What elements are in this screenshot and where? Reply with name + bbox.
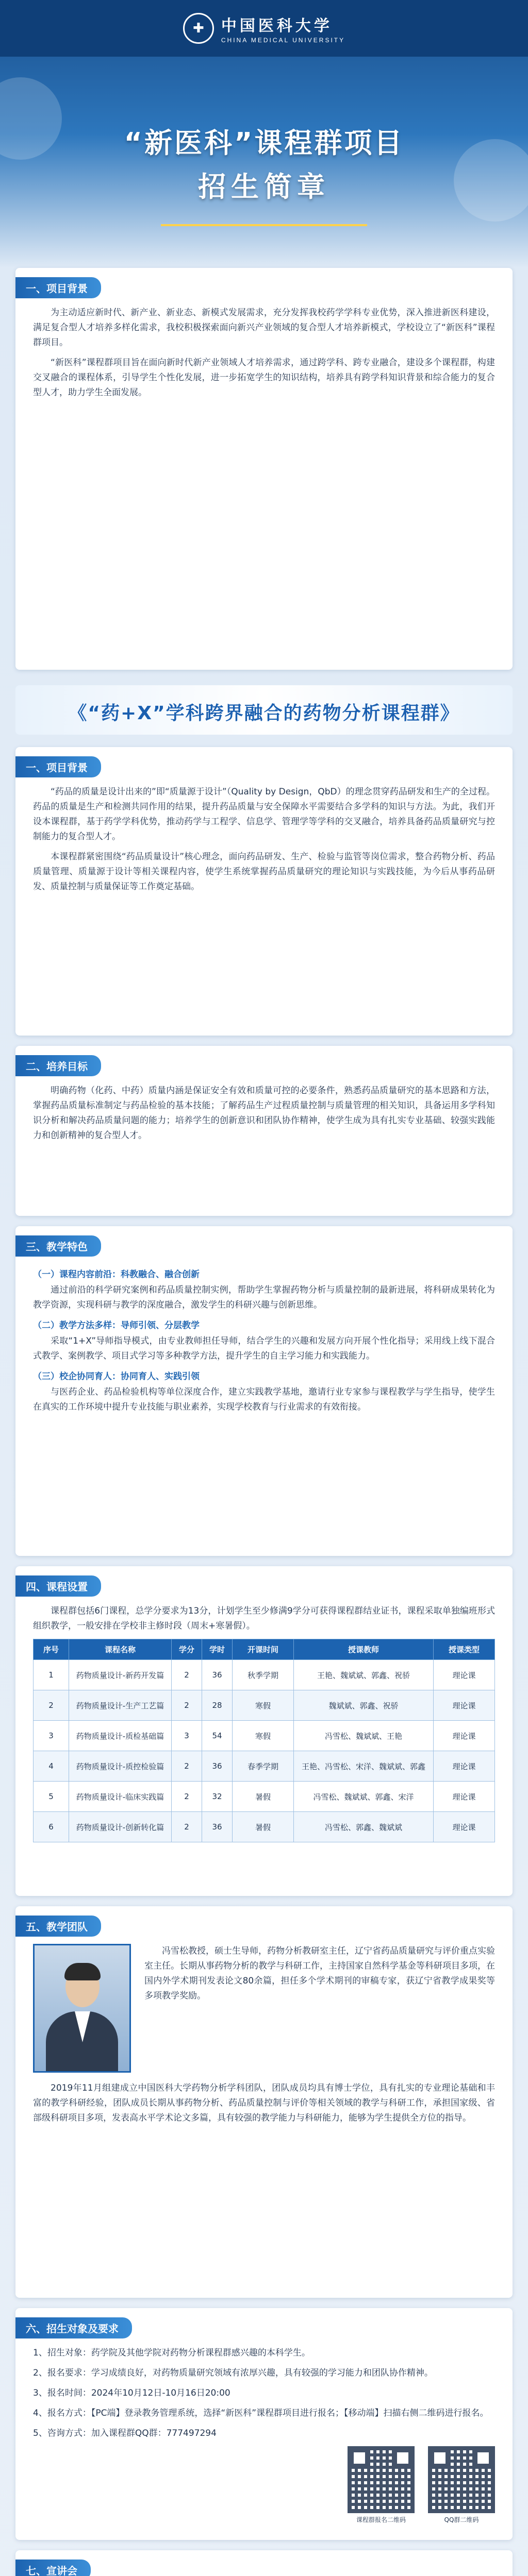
hero-banner [0, 57, 528, 252]
column-header: 授课教师 [294, 1639, 434, 1660]
course-type: 理论课 [434, 1751, 495, 1782]
course-name: 药物质量设计-创新转化篇 [69, 1812, 172, 1842]
paragraph: 明确药物（化药、中药）质量内涵是保证安全有效和质量可控的必要条件，熟悉药品质量研究的基本思路和方法，掌握药品质量标准制定与药品检验的基本技能；了解药品生产过程质量控制与质量管理的相关知识，具备运用多学科知识分析和解决药品质量问题的能力；培养学生的创新意识和团队协作精神，使学生成为具有扎实专业基础、较强实践能力和创新精神的复合型人才。 [33, 1086, 495, 1141]
feature-title: （二）教学方法多样：导师引领、分层教学 [33, 1320, 200, 1331]
course-table [33, 1639, 495, 1842]
row-index: 2 [34, 1690, 69, 1721]
section-course-background [15, 747, 513, 1036]
section-enrollment [15, 2308, 513, 2540]
course-type: 理论课 [434, 1721, 495, 1751]
credits: 2 [172, 1751, 202, 1782]
hours: 36 [202, 1751, 233, 1782]
section-heading: 四、课程设置 [15, 1575, 101, 1597]
paragraph: “新医科”课程群项目旨在面向新时代新产业领域人才培养需求，通过跨学科、跨专业融合，建设多个课程群，构建交叉融合的课程体系，引导学生个性化发展，进一步拓宽学生的知识结构，培养具有跨学科知识背景和综合能力的复合型人才，助力学生全面发展。 [33, 358, 495, 398]
instructors: 魏斌斌、郭鑫、祝骄 [294, 1690, 434, 1721]
team-description: 2019年11月组建成立中国医科大学药物分析学科团队，团队成员均具有博士学位，具有扎实的专业理论基础和丰富的教学科研经验，团队成员长期从事药物分析、药品质量控制与评价等相关领域的教学与科研工作，承担国家级、省部级科研项目多项，发表高水平学术论文多篇，具有较强的教学能力与科研能力，能够为学生提供全方位的指导。 [33, 2083, 495, 2123]
column-header: 学时 [202, 1639, 233, 1660]
feature-text: 与医药企业、药品检验机构等单位深度合作，建立实践教学基地，邀请行业专家参与课程教学与学生指导，使学生在真实的工作环境中提升专业技能与职业素养，实现学校教育与行业需求的有效衔接。 [33, 1387, 495, 1412]
qq-group-qr-code[interactable] [428, 2446, 495, 2513]
column-header: 序号 [34, 1639, 69, 1660]
table-body [34, 1660, 495, 1842]
section-heading: 二、培养目标 [15, 1055, 101, 1076]
enroll-item: 5、咨询方式：加入课程群QQ群：777497294 [33, 2428, 217, 2438]
hours: 54 [202, 1721, 233, 1751]
section-project-background [15, 268, 513, 670]
decor-circle [454, 139, 528, 222]
table-row [34, 1751, 495, 1782]
enroll-item: 3、报名时间：2024年10月12日-10月16日20:00 [33, 2388, 230, 2398]
section-teaching-team [15, 1906, 513, 2298]
table-header-row [34, 1639, 495, 1660]
term: 春季学期 [233, 1751, 294, 1782]
credits: 3 [172, 1721, 202, 1751]
credits: 2 [172, 1690, 202, 1721]
section-heading: 一、项目背景 [15, 277, 101, 298]
course-type: 理论课 [434, 1660, 495, 1690]
section-briefing [15, 2550, 513, 2576]
hours: 36 [202, 1660, 233, 1690]
hours: 32 [202, 1782, 233, 1812]
course-type: 理论课 [434, 1812, 495, 1842]
column-header: 课程名称 [69, 1639, 172, 1660]
row-index: 3 [34, 1721, 69, 1751]
feature-text: 通过前沿的科学研究案例和药品质量控制实例，帮助学生掌握药物分析与质量控制的最新进展，将科研成果转化为教学资源，实现科研与教学的深度融合，激发学生的科研兴趣与创新思维。 [33, 1285, 495, 1310]
term: 寒假 [233, 1690, 294, 1721]
university-name-cn: 中国医科大学 [221, 17, 333, 35]
section-heading: 六、招生对象及要求 [15, 2317, 132, 2338]
feature-title: （一）课程内容前沿：科教融合、融合创新 [33, 1269, 200, 1280]
credits: 2 [172, 1782, 202, 1812]
term: 秋季学期 [233, 1660, 294, 1690]
feature-text: 采取“1+X”导师指导模式，由专业教师担任导师，结合学生的兴趣和发展方向开展个性化指导；采用线上线下混合式教学、案例教学、项目式学习等多种教学方法，提升学生的自主学习能力和实践能力。 [33, 1336, 495, 1361]
section-heading: 七、宣讲会 [15, 2560, 91, 2576]
university-name-en: CHINA MEDICAL UNIVERSITY [221, 37, 345, 44]
course-type: 理论课 [434, 1782, 495, 1812]
row-index: 4 [34, 1751, 69, 1782]
course-name: 药物质量设计-质检基础篇 [69, 1721, 172, 1751]
column-header: 开课时间 [233, 1639, 294, 1660]
instructors: 王艳、魏斌斌、郭鑫、祝骄 [294, 1660, 434, 1690]
qr-caption: 课程群报名二维码 [356, 2516, 406, 2523]
qr-caption: QQ群二维码 [444, 2516, 479, 2523]
credits: 2 [172, 1660, 202, 1690]
instructors: 冯雪松、郭鑫、魏斌斌 [294, 1812, 434, 1842]
enroll-item: 2、报名要求：学习成绩良好，对药物质量研究领域有浓厚兴趣，具有较强的学习能力和团队协作精神。 [33, 2368, 433, 2378]
page-subtitle: 招生简章 [198, 171, 330, 203]
instructors: 王艳、冯雪松、宋洋、魏斌斌、郭鑫 [294, 1751, 434, 1782]
course-name: 药物质量设计-生产工艺篇 [69, 1690, 172, 1721]
term: 暑假 [233, 1782, 294, 1812]
table-row [34, 1782, 495, 1812]
teacher-profile: 冯雪松教授，硕士生导师，药物分析教研室主任，辽宁省药品质量研究与评价重点实验室主任。长期从事药物分析的教学与科研工作，主持国家自然科学基金等科研项目多项，在国内外学术期刊发表论文80余篇，担任多个学术期刊的审稿专家，获辽宁省教学成果奖等多项教学奖励。 [144, 1946, 495, 2001]
section-training-goals [15, 1046, 513, 1216]
column-header: 学分 [172, 1639, 202, 1660]
schedule-intro: 课程群包括6门课程，总学分要求为13分，计划学生至少修满9学分可获得课程群结业证书，课程采取单独编班形式组织教学，一般安排在学校非主修时段（周末+寒暑假）。 [33, 1606, 495, 1631]
university-seal-icon: ✚ [183, 13, 214, 44]
hours: 36 [202, 1812, 233, 1842]
row-index: 6 [34, 1812, 69, 1842]
paragraph: 为主动适应新时代、新产业、新业态、新模式发展需求，充分发挥我校药学学科专业优势，深入推进新医科建设，满足复合型人才培养多样化需求，我校积极探索面向新兴产业领域的复合型人才培养新模式，学校设立了“新医科”课程群项目。 [33, 308, 495, 348]
row-index: 1 [34, 1660, 69, 1690]
table-row [34, 1812, 495, 1842]
hours: 28 [202, 1690, 233, 1721]
term: 暑假 [233, 1812, 294, 1842]
section-heading: 三、教学特色 [15, 1235, 101, 1257]
title-underline [161, 224, 367, 226]
course-title: 《“药+X”学科跨界融合的药物分析课程群》 [68, 703, 460, 724]
table-row [34, 1721, 495, 1751]
section-course-schedule [15, 1566, 513, 1896]
section-heading: 五、教学团队 [15, 1916, 101, 1937]
row-index: 5 [34, 1782, 69, 1812]
instructors: 冯雪松、魏斌斌、郭鑫、宋洋 [294, 1782, 434, 1812]
course-name: 药物质量设计-新药开发篇 [69, 1660, 172, 1690]
table-row [34, 1690, 495, 1721]
course-type: 理论课 [434, 1690, 495, 1721]
enroll-item: 4、报名方式：【PC端】登录教务管理系统，选择“新医科”课程群项目进行报名；【移动端】扫描右侧二维码进行报名。 [33, 2408, 489, 2418]
course-name: 药物质量设计-质控检验篇 [69, 1751, 172, 1782]
term: 寒假 [233, 1721, 294, 1751]
section-teaching-features [15, 1226, 513, 1556]
page-title: “新医科”课程群项目 [124, 127, 404, 159]
teacher-photo [33, 1944, 131, 2073]
course-name: 药物质量设计-临床实践篇 [69, 1782, 172, 1812]
enroll-item: 1、招生对象：药学院及其他学院对药物分析课程群感兴趣的本科学生。 [33, 2348, 310, 2358]
paragraph: “药品的质量是设计出来的”即“质量源于设计”（Quality by Design，QbD）的理念贯穿药品研发和生产的全过程。药品的质量是生产和检测共同作用的结果，提升药品质量与安全保障水平需要结合多学科的知识与方法。为此，我们开设本课程群，基于药学学科优势，推动药学与工程学、信息学、管理学等学科的交叉融合，培养具备药品质量研究与控制能力的复合型人才。 [33, 787, 495, 842]
paragraph: 本课程群紧密围绕“药品质量设计”核心理念，面向药品研发、生产、检验与监管等岗位需求，整合药物分析、药品质量管理、质量源于设计等相关课程内容，使学生系统掌握药品质量研究的理论知识与实践技能，为今后从事药品研发、质量控制与质量保证等工作奠定基础。 [33, 852, 495, 892]
column-header: 授课类型 [434, 1639, 495, 1660]
course-title-banner [15, 685, 513, 735]
credits: 2 [172, 1812, 202, 1842]
signup-qr-code[interactable] [348, 2446, 415, 2513]
table-row [34, 1660, 495, 1690]
instructors: 冯雪松、魏斌斌、王艳 [294, 1721, 434, 1751]
section-heading: 一、项目背景 [15, 756, 101, 777]
feature-title: （三）校企协同育人：协同育人、实践引领 [33, 1371, 200, 1382]
university-header [0, 0, 528, 57]
